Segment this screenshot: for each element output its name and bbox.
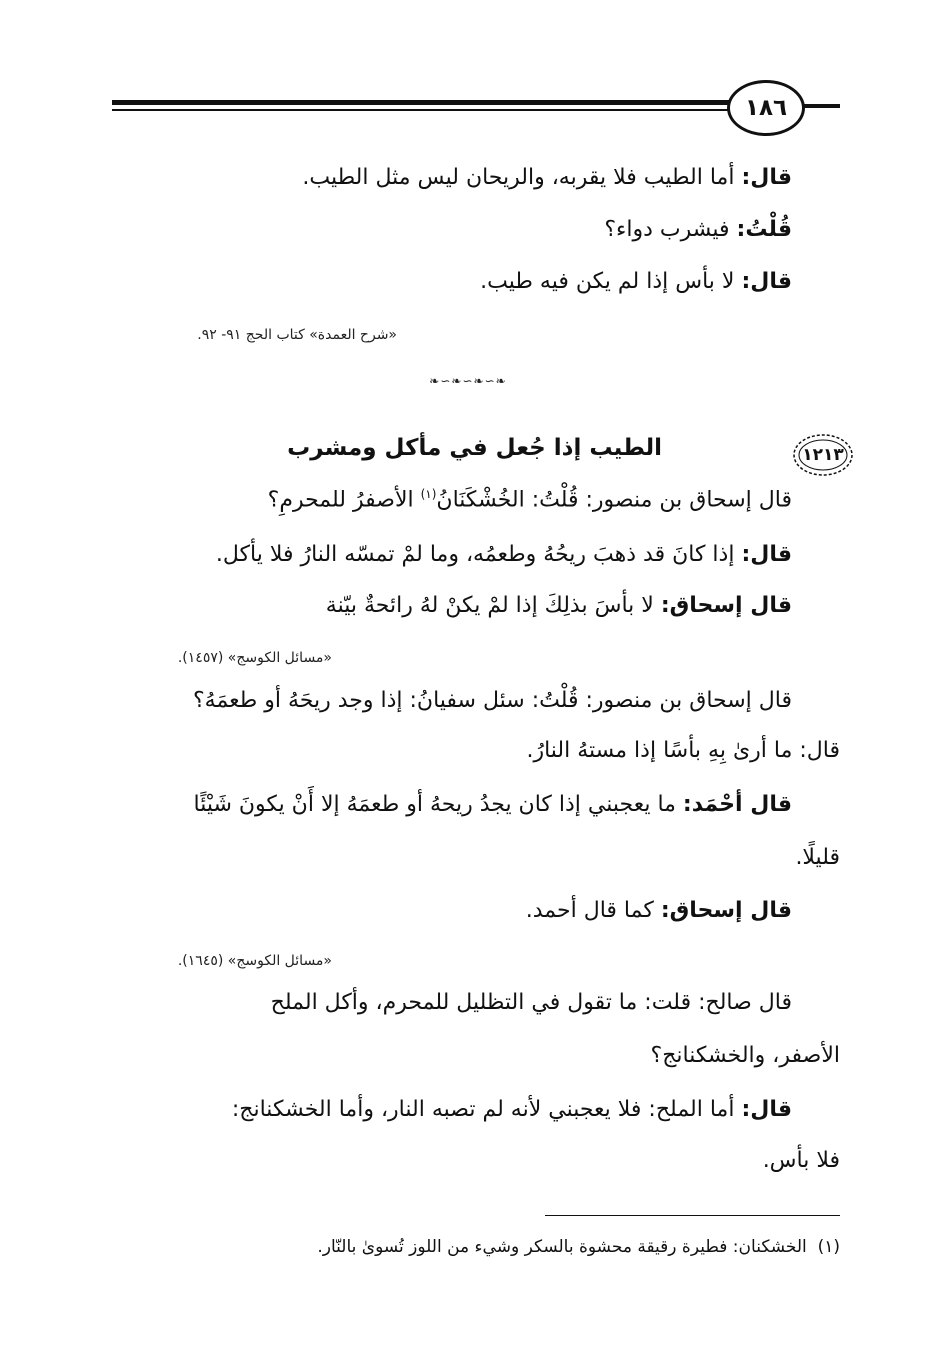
entry-title: الطيب إذا جُعل في مأكل ومشرب [287, 435, 662, 461]
speaker-label: قال إسحاق: [660, 593, 792, 618]
entry-line-1 [268, 487, 792, 512]
source-citation: «مسائل الكوسج» (١٦٤٥). [177, 953, 332, 969]
speaker-label: قُلْتُ: [736, 217, 792, 242]
speaker-label: قال: [741, 269, 792, 294]
entry-line-12: فلا بأس. [762, 1148, 840, 1173]
top-line-3 [480, 269, 792, 294]
header-rule-right [800, 104, 840, 108]
source-citation: «مسائل الكوسج» (١٤٥٧). [177, 650, 332, 666]
header-rule-thick [112, 100, 732, 105]
entry-line-6 [193, 792, 792, 817]
ornament-divider: ❧∽❧∽❧∽❧ [429, 374, 507, 388]
line-text: أما الطيب فلا يقربه، والريحان ليس مثل الطيب. [302, 165, 742, 190]
page-number [727, 80, 805, 136]
speaker-label: قال إسحاق: [660, 898, 792, 923]
entry-line-8 [526, 898, 792, 923]
line-text: إذا كانَ قد ذهبَ ريحُهُ وطعمُه، وما لمْ تمسّه النارُ فلا يأكل. [215, 542, 742, 567]
speaker-label: قال أحْمَد: [682, 792, 792, 817]
line-text: قال إسحاق بن منصور: قُلْتُ: الخُشْكَنَانُ [436, 487, 792, 513]
speaker-label: قال: [741, 165, 792, 190]
footnote [317, 1237, 840, 1257]
entry-number-badge [792, 433, 854, 477]
footnote-ref[interactable]: (١) [420, 487, 437, 501]
page-number-text: ١٨٦ [744, 95, 788, 121]
entry-line-4: قال إسحاق بن منصور: قُلْتُ: سئل سفيانُ: إذا وجد ريحَهُ أو طعمَهُ؟ [192, 688, 792, 713]
entry-line-9: قال صالح: قلت: ما تقول في التظليل للمحرم، وأكل الملح [270, 990, 792, 1015]
line-text: لا بأس إذا لم يكن فيه طيب. [480, 269, 742, 294]
line-text: كما قال أحمد. [525, 898, 661, 923]
line-text: فيشرب دواء؟ [604, 217, 737, 242]
line-text: لا بأسَ بذلِكَ إذا لمْ يكنْ لهُ رائحةٌ بيّنة [325, 593, 661, 618]
header-rule-thin [112, 109, 732, 111]
entry-line-5: قال: ما أرىٰ بِهِ بأسًا إذا مستهُ النارُ. [526, 738, 840, 763]
top-line-2 [604, 217, 792, 242]
footnote-rule [545, 1215, 840, 1216]
footnote-marker: (١) [817, 1237, 840, 1257]
entry-number: ١٢١٣ [802, 445, 844, 465]
speaker-label: قال: [741, 1097, 792, 1122]
line-text: ما يعجبني إذا كان يجدُ ريحهُ أو طعمَهُ إلا أَنْ يكونَ شَيْئًا [193, 792, 683, 817]
entry-line-10: الأصفر، والخشكنانج؟ [650, 1043, 840, 1068]
entry-line-2 [216, 542, 792, 567]
top-line-1 [302, 165, 792, 190]
entry-line-7: قليلًا. [795, 845, 840, 870]
line-text: أما الملح: فلا يعجبني لأنه لم تصبه النار، وأما الخشكنانج: [231, 1097, 742, 1122]
line-text: الأصفرُ للمحرمِ؟ [267, 487, 421, 513]
footnote-text: الخشكنان: فطيرة رقيقة محشوة بالسكر وشيء من اللوز تُسوىٰ بالنّار. [317, 1237, 807, 1257]
entry-line-3 [326, 593, 792, 618]
source-citation: «شرح العمدة» كتاب الحج ٩١- ٩٢. [197, 327, 397, 343]
speaker-label: قال: [741, 542, 792, 567]
entry-line-11 [232, 1097, 792, 1122]
